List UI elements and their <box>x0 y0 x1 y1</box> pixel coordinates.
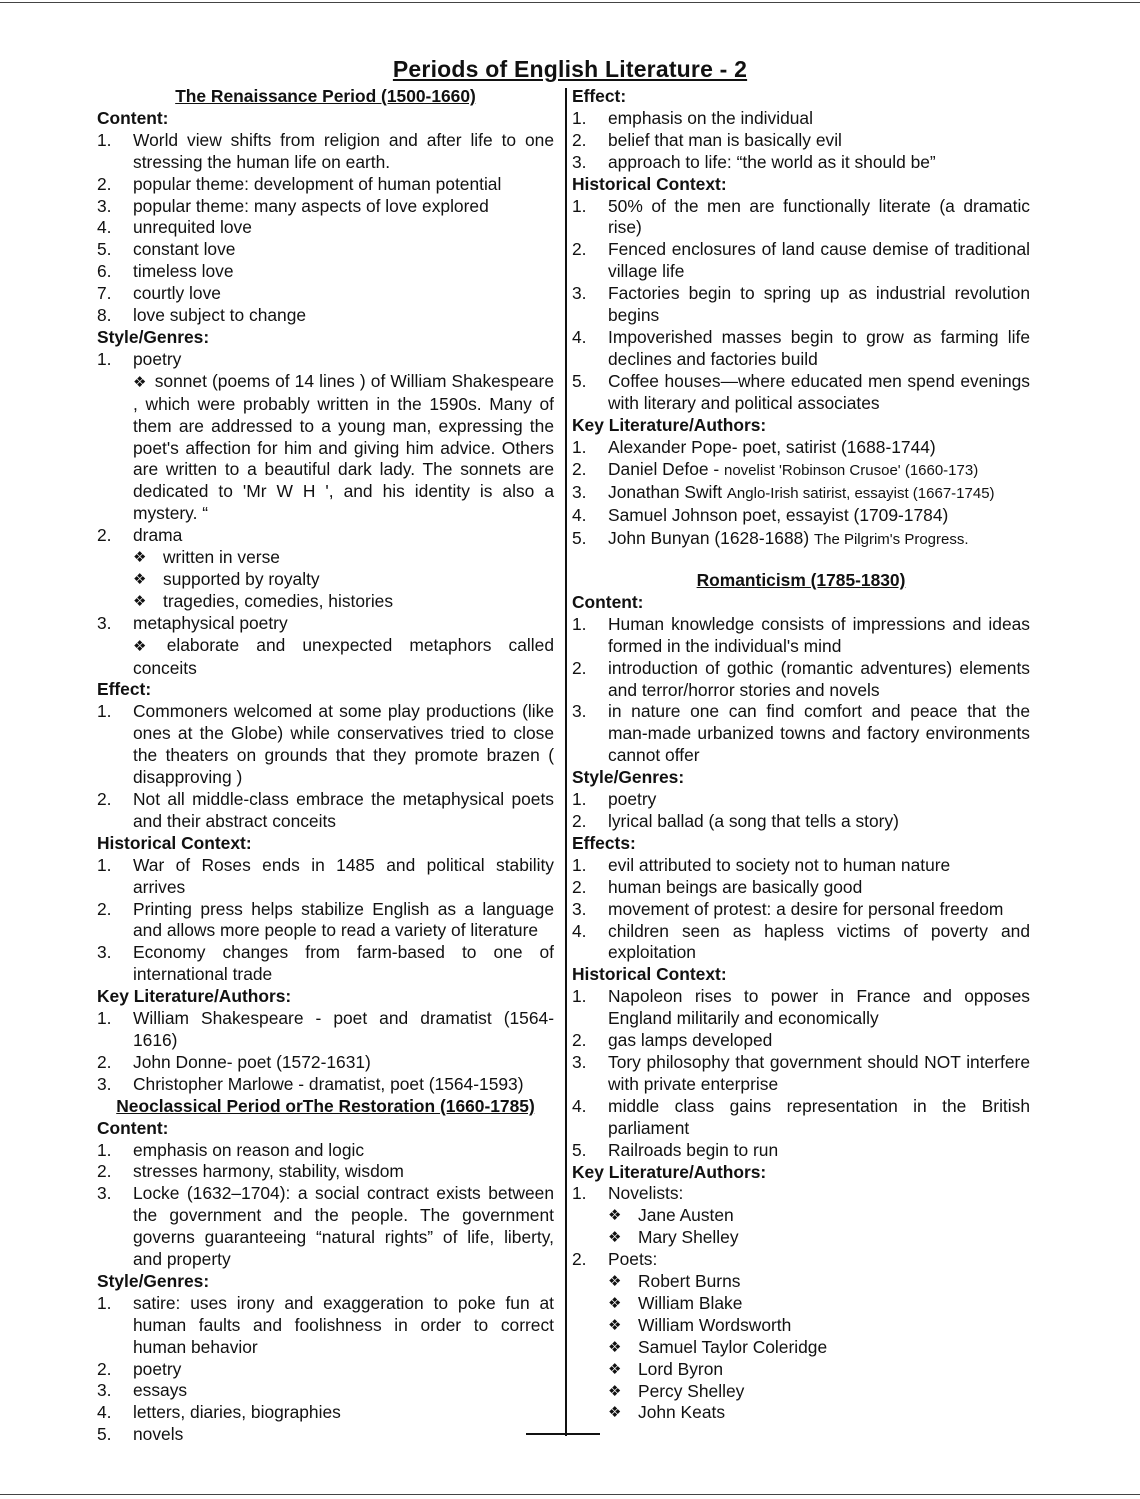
list-item: 8. love subject to change <box>97 305 307 326</box>
style-genres-heading: Style/Genres: <box>572 767 685 788</box>
bullet-item: ❖ Robert Burns <box>608 1271 741 1292</box>
historical-context-heading: Historical Context: <box>572 173 727 194</box>
list-item: 4. children seen as hapless victims of poverty and exploitation <box>572 920 1030 963</box>
list-item: 2. lyrical ballad (a song that tells a story) <box>572 811 899 831</box>
list-item: 4. unrequited love <box>97 217 252 238</box>
list-item: 1. William Shakespeare - poet and dramatist (1564-1616) <box>97 1008 554 1050</box>
list-item: 1. poetry <box>572 789 657 810</box>
list-item: 4. letters, diaries, biographies <box>97 1402 341 1423</box>
list-item: 1. emphasis on the individual <box>572 107 813 128</box>
diamond-bullet-icon: ❖ <box>133 592 147 610</box>
style-genres-heading: Style/Genres: <box>97 1270 210 1291</box>
list-item: 3. Jonathan Swift Anglo-Irish satirist, essayist (1667-1745) <box>572 482 995 503</box>
romanticism-historical-list <box>572 986 1030 1161</box>
renaissance-historical-list <box>97 855 554 986</box>
diamond-bullet-icon: ❖ <box>608 1207 622 1225</box>
romanticism-effects-list <box>572 855 1030 965</box>
list-item: 2. popular theme: development of human potential <box>97 173 502 194</box>
list-item: 1. Novelists: ❖ Jane Austen ❖ Mary Shelley <box>572 1183 1030 1249</box>
content-heading: Content: <box>97 107 169 128</box>
diamond-bullet-icon: ❖ <box>608 1360 622 1378</box>
renaissance-authors-list <box>97 1008 554 1096</box>
diamond-bullet-icon: ❖ <box>608 1404 622 1422</box>
romanticism-content-list <box>572 614 1030 767</box>
list-item: 1. evil attributed to society not to human nature <box>572 854 951 875</box>
bottom-rule <box>0 1494 1140 1495</box>
key-authors-heading: Key Literature/Authors: <box>572 414 767 435</box>
neoclassical-historical-list <box>572 196 1030 415</box>
list-item: 2. drama ❖ written in verse ❖ supported by royalty ❖ tragedies, comedies, histories <box>97 525 554 613</box>
diamond-bullet-icon: ❖ <box>608 1229 622 1247</box>
diamond-bullet-icon: ❖ <box>608 1338 622 1356</box>
list-item: 3. Locke (1632–1704): a social contract exists between the government and the people. The government governs guaranteeing “natural rights” of life, liberty, and property <box>97 1183 554 1270</box>
list-item: 1. Napoleon rises to power in France and opposes England militarily and economically <box>572 986 1030 1029</box>
diamond-bullet-icon: ❖ <box>133 570 147 588</box>
renaissance-effect-list <box>97 701 554 832</box>
sonnet-paragraph: ❖ sonnet (poems of 14 lines ) of William Shakespeare , which were probably written in the 1590s. Many of them are addressed to a young man, expressing the poet's affection for him and giving him advice. Others are written to a beautiful dark lady. The sonnets are dedicated to 'Mr W H ', and his identity is also a mystery. “ <box>133 370 554 524</box>
bullet-item: ❖ Samuel Taylor Coleridge <box>608 1336 828 1357</box>
list-item: 5. novels <box>97 1424 184 1445</box>
list-item: 3. popular theme: many aspects of love explored <box>97 195 489 216</box>
list-item: 2. human beings are basically good <box>572 876 863 897</box>
list-item: 6. timeless love <box>97 261 234 282</box>
list-item: 2. Poets: ❖ Robert Burns ❖ William Blake ❖ William Wordsworth ❖ Samuel Taylor Coleridge ❖ Lord Byron ❖ Percy Shelley ❖ John Keats <box>572 1249 1030 1424</box>
historical-context-heading: Historical Context: <box>97 832 252 853</box>
diamond-bullet-icon: ❖ <box>133 373 147 391</box>
romanticism-style-list <box>572 789 1030 833</box>
effect-heading: Effect: <box>572 86 627 106</box>
list-item: 1. 50% of the men are functionally literate (a dramatic rise) <box>572 195 1030 238</box>
bullet-item: ❖ William Wordsworth <box>608 1314 792 1335</box>
section-heading-renaissance: The Renaissance Period (1500-1660) <box>175 86 476 106</box>
list-item: 3. essays <box>97 1380 188 1401</box>
neoclassical-authors-list <box>572 437 1030 552</box>
list-item: 3. Christopher Marlowe - dramatist, poet (1564-1593) <box>97 1073 524 1094</box>
metaphysical-bullet: ❖ elaborate and unexpected metaphors called conceits <box>133 634 554 678</box>
neoclassical-effect-list <box>572 108 1030 174</box>
list-item: 2. John Donne- poet (1572-1631) <box>97 1051 371 1072</box>
list-item: 2. Fenced enclosures of land cause demise of traditional village life <box>572 239 1030 282</box>
page-title: Periods of English Literature - 2 <box>392 56 748 82</box>
list-item: 4. middle class gains representation in the British parliament <box>572 1095 1030 1138</box>
left-column <box>97 86 554 1446</box>
key-authors-heading: Key Literature/Authors: <box>97 986 292 1007</box>
novelists-bullets <box>608 1205 1030 1249</box>
list-item: 5. John Bunyan (1628-1688) The Pilgrim's Progress. <box>572 528 969 549</box>
list-item: 2. Printing press helps stabilize English as a language and allows more people to read a variety of literature <box>97 898 554 941</box>
list-item: 1. Alexander Pope- poet, satirist (1688-1744) <box>572 436 936 457</box>
list-item: 3. in nature one can find comfort and peace that the man-made urbanized towns and factory environments cannot offer <box>572 701 1030 766</box>
bullet-item: ❖ supported by royalty <box>133 568 320 589</box>
list-item: 1. poetry ❖ sonnet (poems of 14 lines ) of William Shakespeare , which were probably written in the 1590s. Many of them are addressed to a young man, expressing the poet's affection for him and giving him advice. Others are written to a beautiful dark lady. The sonnets are dedicated to 'Mr W H ', and his identity is also a mystery. “ <box>97 348 554 524</box>
list-item: 2. poetry <box>97 1358 182 1379</box>
diamond-bullet-icon: ❖ <box>608 1294 622 1312</box>
effect-heading: Effect: <box>97 679 152 700</box>
bullet-item: ❖ tragedies, comedies, histories <box>133 590 394 611</box>
list-item: 5. Coffee houses—where educated men spend evenings with literary and political associates <box>572 370 1030 413</box>
list-item: 2. belief that man is basically evil <box>572 129 842 150</box>
list-item: 3. Tory philosophy that government should NOT interfere with private enterprise <box>572 1051 1030 1094</box>
list-item: 3. metaphysical poetry ❖ elaborate and unexpected metaphors called conceits <box>97 612 554 678</box>
list-item: 4. Impoverished masses begin to grow as farming life declines and factories build <box>572 326 1030 369</box>
diamond-bullet-icon: ❖ <box>608 1273 622 1291</box>
list-item: 1. War of Roses ends in 1485 and political stability arrives <box>97 854 554 897</box>
style-genres-heading: Style/Genres: <box>97 326 210 347</box>
neoclassical-content-list <box>97 1140 554 1271</box>
drama-bullets <box>133 547 554 613</box>
list-item: 3. Factories begin to spring up as industrial revolution begins <box>572 283 1030 326</box>
list-item: 1. satire: uses irony and exaggeration to poke fun at human faults and foolishness in order to correct human behavior <box>97 1292 554 1357</box>
top-rule <box>0 2 1140 3</box>
content-heading: Content: <box>572 591 644 612</box>
list-item: 1. World view shifts from religion and after life to one stressing the human life on earth. <box>97 129 554 172</box>
poets-bullets <box>608 1271 1030 1424</box>
diamond-bullet-icon: ❖ <box>608 1382 622 1400</box>
list-item: 3. approach to life: “the world as it should be” <box>572 151 936 172</box>
list-item: 2. introduction of gothic (romantic adventures) elements and terror/horror stories and novels <box>572 657 1030 700</box>
list-item: 2. Daniel Defoe - novelist 'Robinson Crusoe' (1660-173) <box>572 459 979 480</box>
spacer <box>572 551 1030 570</box>
section-heading-neoclassical: Neoclassical Period orThe Restoration (1660-1785) <box>116 1095 535 1116</box>
bullet-item: ❖ William Blake <box>608 1292 743 1313</box>
renaissance-style-list <box>97 349 554 680</box>
key-authors-heading: Key Literature/Authors: <box>572 1161 767 1182</box>
bullet-item: ❖ Mary Shelley <box>608 1227 739 1248</box>
list-item: 2. Not all middle-class embrace the metaphysical poets and their abstract conceits <box>97 789 554 831</box>
list-item: 1. Human knowledge consists of impressions and ideas formed in the individual's mind <box>572 613 1030 656</box>
historical-context-heading: Historical Context: <box>572 964 727 985</box>
list-item: 1. Commoners welcomed at some play productions (like ones at the Globe) while conservatives tried to close the theaters on grounds that they promote brazen ( disapproving ) <box>97 701 554 788</box>
list-item: 2. gas lamps developed <box>572 1030 773 1051</box>
list-item: 7. courtly love <box>97 283 221 304</box>
bullet-item: ❖ John Keats <box>608 1402 726 1423</box>
diamond-bullet-icon: ❖ <box>133 549 147 567</box>
list-item: 3. Economy changes from farm-based to one of international trade <box>97 942 554 985</box>
romanticism-authors-list <box>572 1183 1030 1424</box>
list-item: 2. stresses harmony, stability, wisdom <box>97 1161 404 1182</box>
bullet-item: ❖ written in verse <box>133 547 280 568</box>
neoclassical-style-list <box>97 1293 554 1446</box>
section-heading-romanticism: Romanticism (1785-1830) <box>696 570 906 591</box>
list-item: 5. Railroads begin to run <box>572 1139 779 1160</box>
diamond-bullet-icon: ❖ <box>133 637 159 655</box>
bullet-item: ❖ Jane Austen <box>608 1205 734 1226</box>
bullet-item: ❖ Lord Byron <box>608 1358 724 1379</box>
content-heading: Content: <box>97 1117 169 1138</box>
list-item: 1. emphasis on reason and logic <box>97 1139 365 1160</box>
effects-heading: Effects: <box>572 832 636 853</box>
list-item: 3. movement of protest: a desire for personal freedom <box>572 898 1004 919</box>
list-item: 4. Samuel Johnson poet, essayist (1709-1784) <box>572 505 949 526</box>
diamond-bullet-icon: ❖ <box>608 1316 622 1334</box>
list-item: 5. constant love <box>97 239 236 260</box>
renaissance-content-list <box>97 130 554 327</box>
bullet-item: ❖ Percy Shelley <box>608 1380 745 1401</box>
right-column <box>572 86 1030 1424</box>
column-divider <box>565 88 567 1436</box>
